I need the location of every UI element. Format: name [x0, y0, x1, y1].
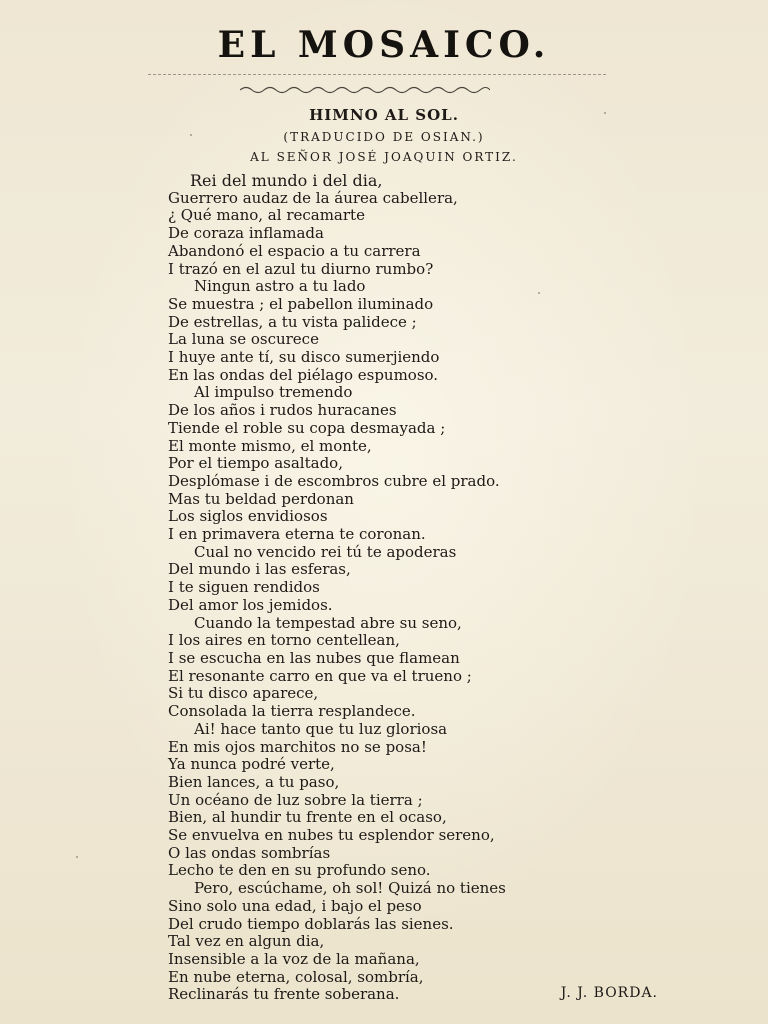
poem-line: Pero, escúchame, oh sol! Quizá no tienes [194, 879, 506, 898]
poem-line: I se escucha en las nubes que flamean [168, 648, 460, 667]
poem-title: HIMNO AL SOL. [309, 106, 459, 124]
poem-line: I huye ante tí, su disco sumerjiendo [168, 348, 440, 367]
poem-line: Reclinarás tu frente soberana. [168, 985, 400, 1004]
poem-line: Los siglos envidiosos [168, 507, 328, 526]
poem-line: Mas tu beldad perdonan [168, 489, 354, 508]
poem-line: Del mundo i las esferas, [168, 560, 351, 579]
poem-line: De los años i rudos huracanes [168, 401, 397, 420]
poem-subtitle: (TRADUCIDO DE OSIAN.) [283, 130, 485, 144]
poem-line: I en primavera eterna te coronan. [168, 525, 426, 544]
poem-line: En nube eterna, colosal, sombría, [168, 967, 424, 986]
poem-line: Sino solo una edad, i bajo el peso [168, 896, 422, 915]
poem-line: Un océano de luz sobre la tierra ; [168, 790, 423, 809]
poem-line: Ya nunca podré verte, [168, 755, 335, 774]
poem-line: Lecho te den en su profundo seno. [168, 861, 431, 880]
poem-line: Ningun astro a tu lado [194, 277, 366, 296]
paper-speck [538, 292, 540, 294]
poem-line: ¿ Qué mano, al recamarte [168, 206, 365, 225]
poem-line: Ai! hace tanto que tu luz gloriosa [194, 719, 448, 738]
poem-line: En mis ojos marchitos no se posa! [168, 737, 427, 756]
poem-line: Se envuelva en nubes tu esplendor sereno, [168, 826, 495, 845]
paper-speck [190, 134, 192, 136]
paper-speck [604, 112, 606, 114]
poem-line: Insensible a la voz de la mañana, [168, 949, 420, 968]
poem-line: Si tu disco aparece, [168, 684, 319, 703]
poem-line: Cual no vencido rei tú te apoderas [194, 542, 457, 561]
poem-line: I te siguen rendidos [168, 578, 320, 597]
poem-line: Al impulso tremendo [194, 383, 353, 402]
masthead-title: EL MOSAICO. [217, 24, 551, 66]
poem-line: Desplómase i de escombros cubre el prado. [168, 471, 500, 490]
poem-line: Bien, al hundir tu frente en el ocaso, [168, 808, 447, 827]
poem-line: Guerrero audaz de la áurea cabellera, [168, 188, 458, 207]
author-signature: J. J. BORDA. [560, 985, 658, 1001]
poem-line: Consolada la tierra resplandece. [168, 702, 416, 721]
poem-line: El monte mismo, el monte, [168, 436, 372, 455]
paper-speck [76, 856, 78, 858]
dashed-rule [148, 74, 606, 75]
poem-line: I trazó en el azul tu diurno rumbo? [168, 259, 434, 278]
poem-line: Rei del mundo i del dia, [190, 171, 383, 190]
poem-line: De estrellas, a tu vista palidece ; [168, 312, 417, 331]
poem-line: O las ondas sombrías [168, 843, 331, 862]
poem-line: Del crudo tiempo doblarás las sienes. [168, 914, 454, 933]
poem-line: Abandonó el espacio a tu carrera [168, 241, 421, 260]
poem-line: La luna se oscurece [168, 330, 319, 349]
poem-line: De coraza inflamada [168, 224, 324, 243]
poem-line: Se muestra ; el pabellon iluminado [168, 294, 434, 313]
poem-line: Bien lances, a tu paso, [168, 772, 340, 791]
poem-line: El resonante carro en que va el trueno ; [168, 666, 472, 685]
wavy-ornament-rule [240, 84, 490, 96]
poem-line: Por el tiempo asaltado, [168, 454, 343, 473]
poem-line: Del amor los jemidos. [168, 595, 333, 614]
poem-line: Cuando la tempestad abre su seno, [194, 613, 462, 632]
poem-line: Tiende el roble su copa desmayada ; [168, 418, 446, 437]
poem-body [168, 172, 688, 1004]
poem-line: En las ondas del piélago espumoso. [168, 365, 439, 384]
poem-line: Tal vez en algun dia, [168, 932, 325, 951]
poem-line: I los aires en torno centellean, [168, 631, 400, 650]
poem-dedication: AL SEÑOR JOSÉ JOAQUIN ORTIZ. [250, 150, 518, 164]
